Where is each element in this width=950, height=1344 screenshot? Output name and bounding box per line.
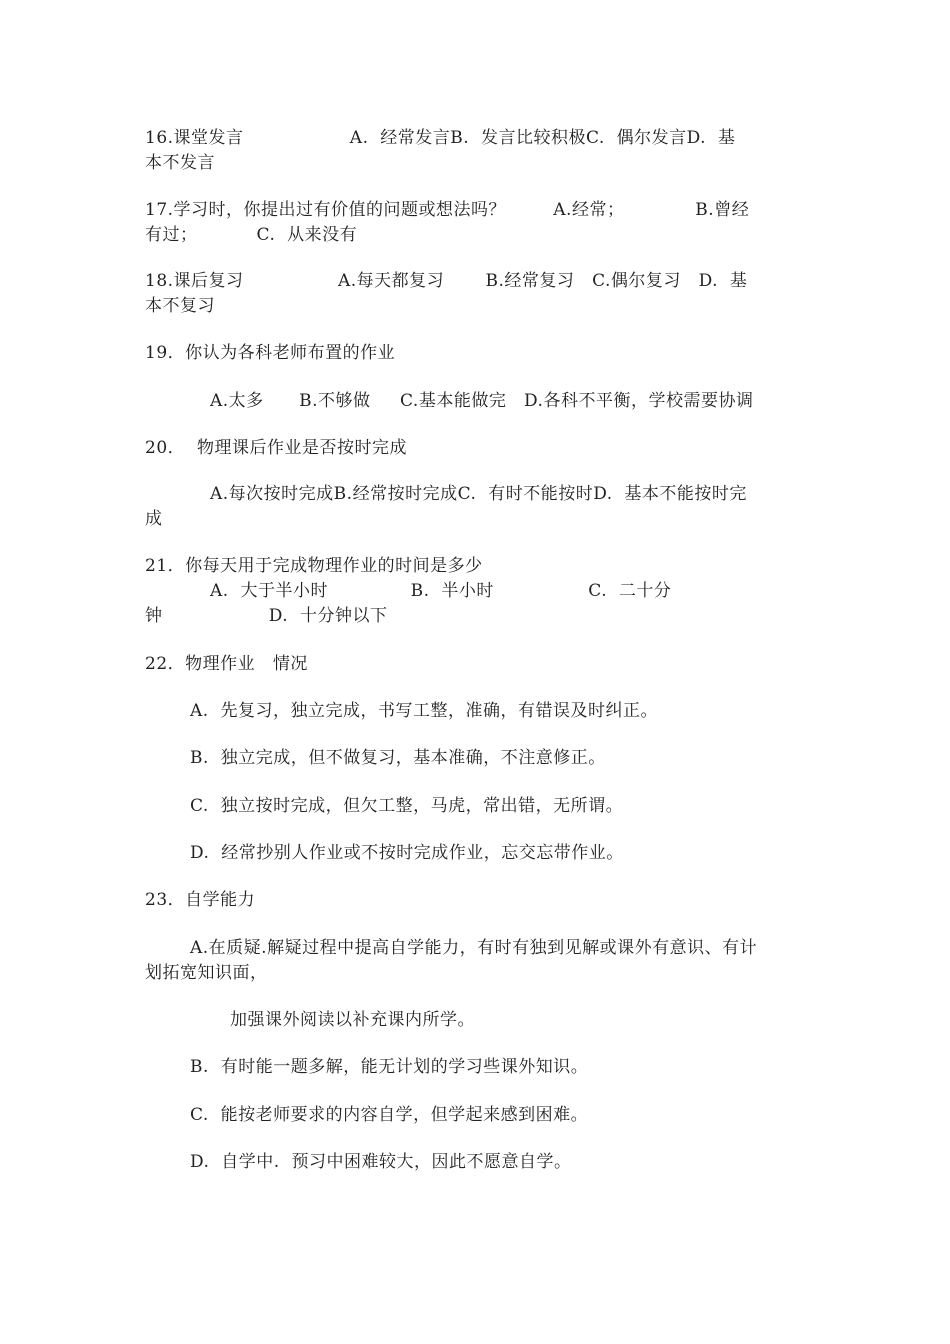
q17-line2: 有过； C. 从来没有 — [145, 225, 358, 245]
q21-options-line1: A. 大于半小时 B. 半小时 C. 二十分 — [210, 581, 672, 601]
q16-line2: 本不发言 — [145, 153, 215, 173]
q22-option-c: C. 独立按时完成，但欠工整，马虎，常出错，无所谓。 — [190, 796, 624, 816]
q23-option-c: C. 能按老师要求的内容自学，但学起来感到困难。 — [190, 1105, 589, 1125]
q16-line1: 16.课堂发言 A. 经常发言B. 发言比较积极C. 偶尔发言D. 基 — [145, 128, 736, 148]
q22-option-d: D. 经常抄别人作业或不按时完成作业，忘交忘带作业。 — [190, 843, 624, 863]
q23-option-a-line1: A.在质疑.解疑过程中提高自学能力，有时有独到见解或课外有意识、有计 — [190, 938, 758, 958]
q20-options-line2: 成 — [145, 509, 163, 529]
q21-options-line2: 钟 D. 十分钟以下 — [145, 606, 388, 626]
q23-option-a-line3: 加强课外阅读以补充课内所学。 — [230, 1010, 475, 1030]
q21-title: 21．你每天用于完成物理作业的时间是多少 — [145, 556, 483, 576]
q17-line1: 17.学习时，你提出过有价值的问题或想法吗？ A.经常； B.曾经 — [145, 200, 750, 220]
q20-options-line1: A.每次按时完成B.经常按时完成C. 有时不能按时D. 基本不能按时完 — [210, 484, 747, 504]
q23-title: 23．自学能力 — [145, 890, 256, 910]
q18-line2: 本不复习 — [145, 296, 215, 316]
q22-title: 22．物理作业 情况 — [145, 654, 308, 674]
q19-options: A.太多 B.不够做 C.基本能做完 D.各科不平衡，学校需要协调 — [210, 391, 754, 411]
q22-option-b: B. 独立完成，但不做复习，基本准确，不注意修正。 — [190, 748, 606, 768]
q22-option-a: A. 先复习，独立完成，书写工整，准确，有错误及时纠正。 — [190, 701, 658, 721]
q20-title: 20． 物理课后作业是否按时完成 — [145, 438, 407, 458]
q23-option-a-line2: 划拓宽知识面， — [145, 963, 268, 983]
q23-option-d: D. 自学中. 预习中困难较大，因此不愿意自学。 — [190, 1152, 572, 1172]
q19-title: 19．你认为各科老师布置的作业 — [145, 343, 396, 363]
q18-line1: 18.课后复习 A.每天都复习 B.经常复习 C.偶尔复习 D. 基 — [145, 271, 748, 291]
q23-option-b: B. 有时能一题多解，能无计划的学习些课外知识。 — [190, 1057, 589, 1077]
